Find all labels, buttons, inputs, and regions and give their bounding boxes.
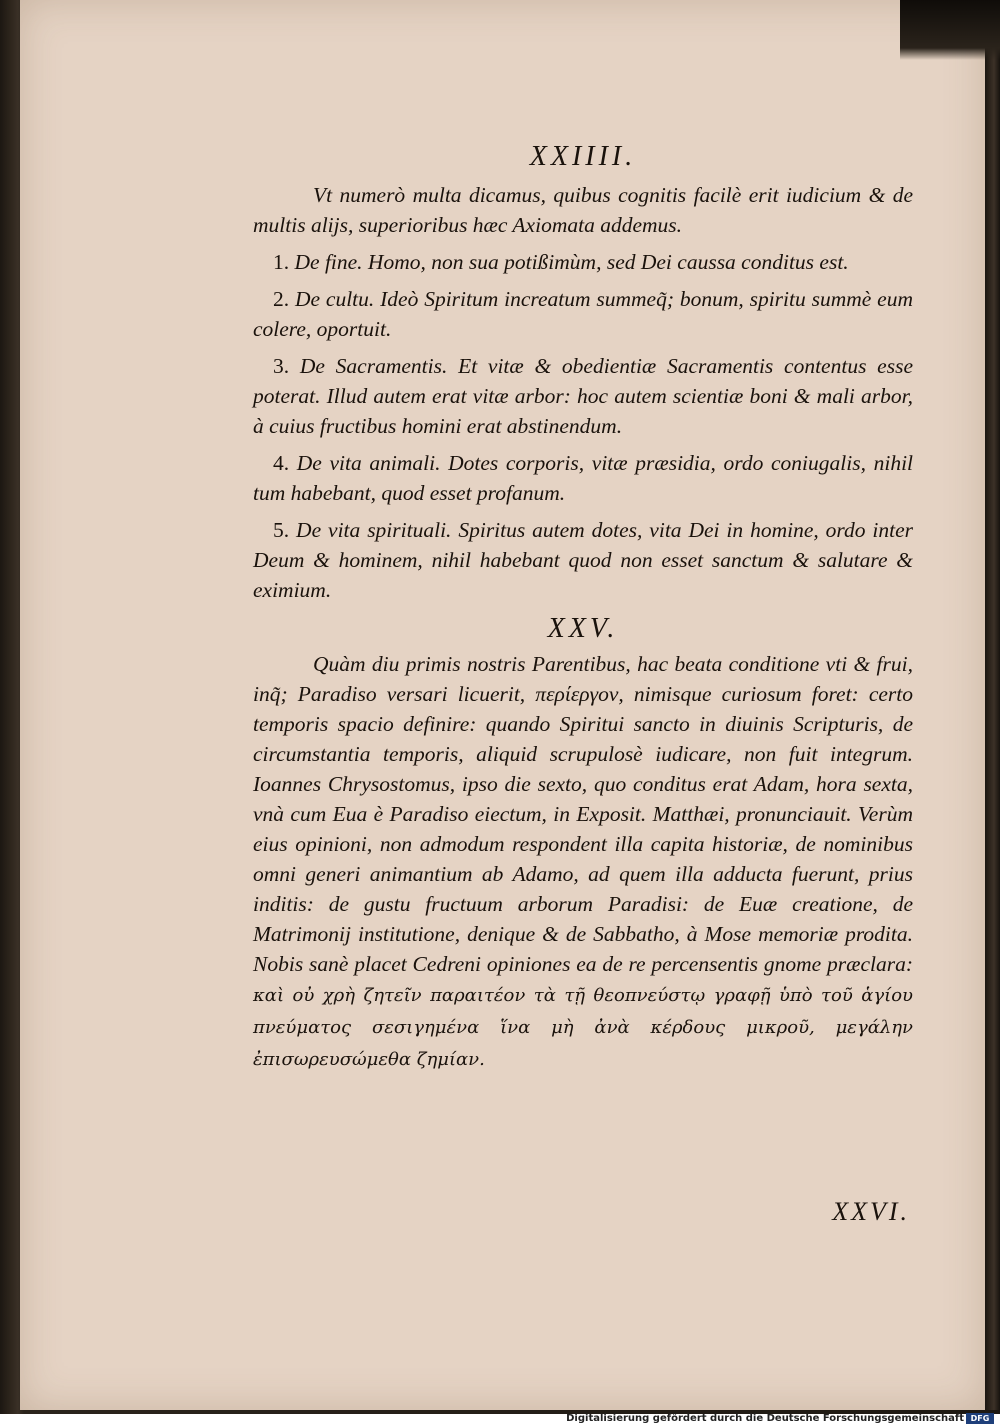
greek-quote: καὶ οὐ χρὴ ζητεῖν παραιτέον τὰ τῇ θεοπνεύστῳ γραφῇ ὑπὸ τοῦ ἁγίου πνεύματος σεσιγημένα ἵνα μὴ ἀνὰ κέρδους μικροῦ, μεγάλην ἐπισωρευσώμεθα ζημίαν. [253, 985, 913, 1070]
axiom-item [253, 515, 913, 605]
axiom-text: De fine. Homo, non sua potißimùm, sed Dei caussa conditus est. [294, 250, 849, 274]
axiom-text: De vita animali. Dotes corporis, vitæ præsidia, ordo coniugalis, nihil tum habebant, quod esset profanum. [253, 451, 914, 505]
axiom-text: De vita spirituali. Spiritus autem dotes, vita Dei in homine, ordo inter Deum & hominem, nihil habebant quod non esset sanctum & salutare & eximium. [253, 518, 913, 602]
book-edge [985, 0, 1000, 1410]
section-25-text: Quàm diu primis nostris Parentibus, hac beata conditione vti & frui, inq̃; Paradiso versari licuerit, περίεργον, nimisque curiosum foret: certo temporis spacio definire: quando Spiritui sancto in diuinis Scripturis, de circumstantia temporis, aliquid scrupulosè iudicare, non fuit integrum. Ioannes Chrysostomus, ipso die sexto, quo conditus erat Adam, hora sexta, vnà cum Eua è Paradiso eiectum, in Exposit. Matthæi, pronunciauit. Verùm eius opinioni, non admodum respondent illa capita historiæ, de nominibus omni generi animantium ab Adamo, ad quem illa adducta fuerunt, prius inditis: de gustu fructuum arborum Paradisi: de Euæ creatione, de Matrimonij institutione, denique & de Sabbatho, à Mose memoriæ prodita. Nobis sanè placet Cedreni opiniones ea de re percensentis gnome præclara: [253, 652, 913, 976]
axiom-item [253, 247, 913, 277]
footer-credit: Digitalisierung gefördert durch die Deutsche Forschungsgemeinschaft [566, 1413, 964, 1424]
section-25-body [253, 649, 913, 1075]
axiom-number: 4. [273, 451, 290, 475]
section-24-intro: Vt numerò multa dicamus, quibus cognitis facilè erit iudicium & de multis alijs, superioribus hæc Axiomata addemus. [253, 183, 913, 237]
axiom-number: 2. [273, 287, 290, 311]
axiom-item [253, 284, 913, 344]
axiom-text: De cultu. Ideò Spiritum increatum summeq̃; bonum, spiritu summè eum colere, oportuit. [253, 287, 913, 341]
catchword: XXVI. [832, 1197, 910, 1226]
page-text [253, 180, 913, 1082]
axiom-item [253, 448, 913, 508]
axiom-item [253, 351, 913, 441]
axiom-number: 5. [273, 518, 290, 542]
dfg-logo-icon: DFG [966, 1413, 994, 1424]
section-heading-25: XXV. [547, 613, 619, 644]
axiom-text: De Sacramentis. Et vitæ & obedientiæ Sacramentis contentus esse poterat. Illud autem erat vitæ arbor: hoc autem scientiæ boni & mali arbor, à cuius fructibus homini erat abstinendum. [253, 354, 913, 438]
axiom-number: 1. [273, 250, 290, 274]
axiom-number: 3. [273, 354, 290, 378]
section-heading-24: XXIIII. [529, 141, 637, 172]
scan-shadow [900, 0, 1000, 60]
